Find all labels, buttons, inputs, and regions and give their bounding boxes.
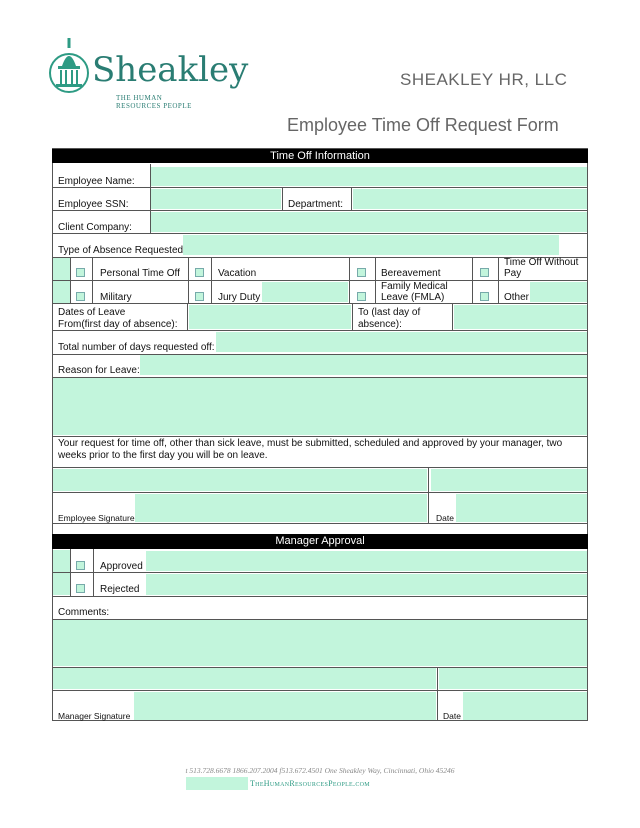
date-to-field[interactable] xyxy=(454,305,587,329)
bereavement-checkbox[interactable] xyxy=(357,268,366,277)
department-label: Department: xyxy=(288,199,344,210)
employee-signature-label: Employee Signature xyxy=(58,513,135,523)
time-off-without-pay-checkbox[interactable] xyxy=(480,268,489,277)
absence-type-label: Type of Absence Requested xyxy=(58,245,184,256)
vacation-label: Vacation xyxy=(218,268,257,279)
employee-name-label: Employee Name: xyxy=(58,176,135,187)
client-company-field[interactable] xyxy=(151,212,587,232)
comments-field[interactable] xyxy=(53,620,587,666)
manager-date-label: Date xyxy=(443,711,461,721)
footer-website[interactable]: TheHumanResourcesPeople.com xyxy=(250,779,370,788)
form-title: Employee Time Off Request Form xyxy=(287,115,559,135)
personal-time-off-label: Personal Time Off xyxy=(100,268,180,279)
manager-section-header: Manager Approval xyxy=(52,534,588,549)
manager-signature-label: Manager Signature xyxy=(58,711,131,721)
company-name: SHEAKLEY HR, LLC xyxy=(400,70,568,89)
reason-field[interactable] xyxy=(140,355,587,375)
fmla-label-line1: Family Medical xyxy=(381,281,448,292)
reason-label: Reason for Leave: xyxy=(58,365,140,376)
dates-from-label-line1: Dates of Leave xyxy=(58,307,126,318)
sheakley-logo xyxy=(48,36,248,114)
employee-date-field[interactable] xyxy=(456,494,587,522)
dates-to-label-line1: To (last day of xyxy=(358,307,421,318)
employee-date-label: Date xyxy=(436,513,454,523)
manager-date-field[interactable] xyxy=(463,692,587,720)
employee-name-field[interactable] xyxy=(151,167,587,186)
date-from-field[interactable] xyxy=(189,305,351,329)
manager-signature-field[interactable] xyxy=(134,692,436,720)
bereavement-label: Bereavement xyxy=(381,268,441,279)
footer-contact: t 513.728.6678 1866.207.2004 f513.672.4501 One Sheakley Way, Cincinnati, Ohio 45246 xyxy=(185,766,455,775)
other-field[interactable] xyxy=(530,282,587,302)
time-off-without-pay-line2: Pay xyxy=(504,268,522,279)
military-label: Military xyxy=(100,292,132,303)
vacation-checkbox[interactable] xyxy=(195,268,204,277)
absence-type-field[interactable] xyxy=(183,235,559,255)
comments-label: Comments: xyxy=(58,607,110,618)
rejected-label: Rejected xyxy=(100,584,140,595)
other-label: Other xyxy=(504,292,530,303)
rejected-checkbox[interactable] xyxy=(76,584,85,593)
employee-signature-field[interactable] xyxy=(135,494,427,522)
total-days-label: Total number of days requested off: xyxy=(58,342,215,353)
total-days-field[interactable] xyxy=(216,332,587,352)
dates-from-label-line2: From(first day of absence): xyxy=(58,319,178,330)
fmla-checkbox[interactable] xyxy=(357,292,366,301)
footer-field xyxy=(186,777,248,790)
time-off-without-pay-line1: Time Off Without xyxy=(504,257,579,268)
other-checkbox[interactable] xyxy=(480,292,489,301)
reason-details-field[interactable] xyxy=(53,378,587,435)
capitol-dome-icon xyxy=(48,36,90,100)
employee-ssn-field[interactable] xyxy=(151,189,281,209)
employee-ssn-label: Employee SSN: xyxy=(58,199,129,210)
dates-to-label-line2: absence): xyxy=(358,319,402,330)
military-checkbox[interactable] xyxy=(76,292,85,301)
tagline-line2: RESOURCES PEOPLE xyxy=(116,102,192,110)
brand-name: Sheakley xyxy=(92,50,249,90)
tagline-line1: THE HUMAN xyxy=(116,94,163,102)
department-field[interactable] xyxy=(353,189,587,209)
jury-duty-checkbox[interactable] xyxy=(195,292,204,301)
submission-notice: Your request for time off, other than sick leave, must be submitted, scheduled and approved by your manager, two weeks prior to the first day you will be on leave. xyxy=(58,438,563,461)
jury-duty-field[interactable] xyxy=(262,282,348,302)
time-off-section-header: Time Off Information xyxy=(52,149,588,163)
personal-time-off-checkbox[interactable] xyxy=(76,268,85,277)
approved-label: Approved xyxy=(100,561,143,572)
client-company-label: Client Company: xyxy=(58,222,132,233)
approved-checkbox[interactable] xyxy=(76,561,85,570)
fmla-label-line2: Leave (FMLA) xyxy=(381,292,445,303)
jury-duty-label: Jury Duty xyxy=(218,292,261,303)
